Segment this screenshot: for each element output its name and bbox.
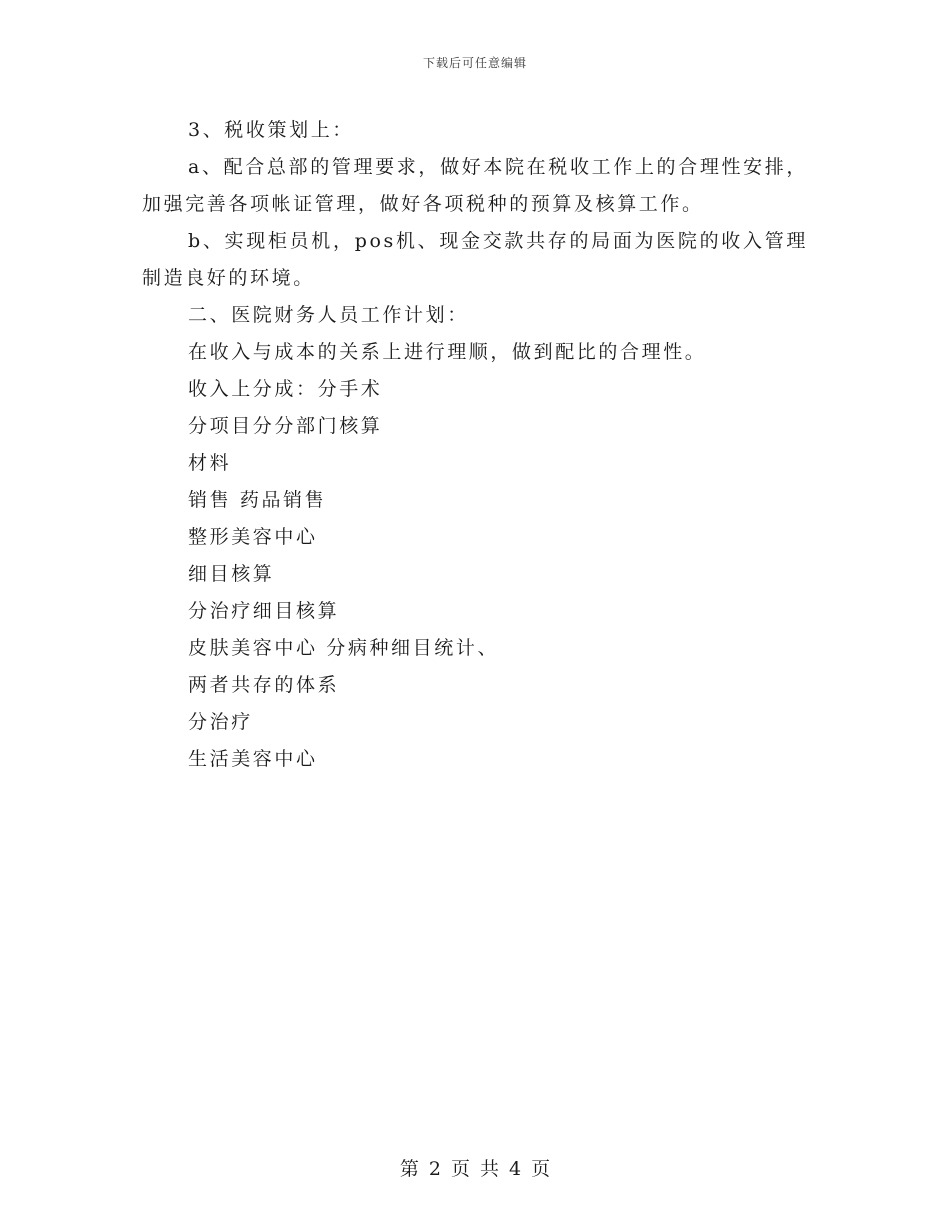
paragraph: 皮肤美容中心 分病种细目统计、 (188, 637, 500, 659)
page-footer (0, 1154, 950, 1181)
page-label-suffix: 页 (531, 1158, 551, 1180)
paragraph: 销售 药品销售 (188, 489, 327, 511)
current-page-number: 2 (428, 1158, 441, 1180)
paragraph: 整形美容中心 (188, 526, 318, 548)
page-label-mid: 页 (450, 1158, 470, 1180)
page-header: 下载后可任意编辑 (422, 56, 527, 70)
paragraph: b、实现柜员机，pos机、现金交款共存的局面为医院的收入管理制造良好的环境。 (142, 230, 808, 289)
paragraph: 在收入与成本的关系上进行理顺，做到配比的合理性。 (188, 341, 707, 363)
paragraph: 3、税收策划上： (188, 119, 354, 141)
paragraph: 分治疗细目核算 (188, 600, 340, 622)
paragraph: 两者共存的体系 (188, 674, 340, 696)
document-body (142, 112, 808, 778)
page-label-total-prefix: 共 (480, 1158, 500, 1180)
paragraph: a、配合总部的管理要求，做好本院在税收工作上的合理性安排，加强完善各项帐证管理，做好各项税种的预算及核算工作。 (142, 156, 808, 215)
paragraph: 生活美容中心 (188, 748, 318, 770)
page-label-prefix: 第 (399, 1158, 419, 1180)
paragraph: 材料 (188, 452, 232, 474)
paragraph: 分治疗 (188, 711, 253, 733)
total-pages-number: 4 (509, 1158, 522, 1180)
paragraph: 分项目分分部门核算 (188, 415, 383, 437)
paragraph: 收入上分成：分手术 (188, 378, 383, 400)
paragraph: 细目核算 (188, 563, 275, 585)
paragraph: 二、医院财务人员工作计划： (188, 304, 469, 326)
